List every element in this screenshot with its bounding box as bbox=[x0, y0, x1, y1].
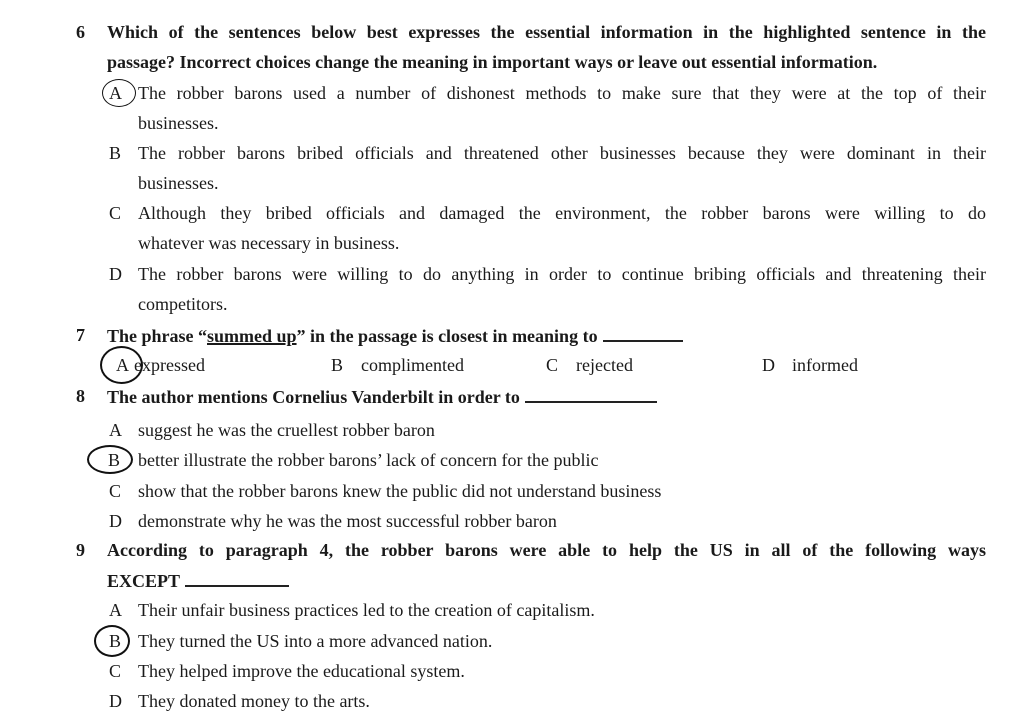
question-7-option-d-letter[interactable]: D bbox=[762, 355, 775, 375]
question-8-stem-text: The author mentions Cornelius Vanderbilt in order to bbox=[107, 387, 520, 407]
question-8-option-c-text[interactable]: show that the robber barons knew the public did not understand business bbox=[138, 481, 662, 501]
question-7-option-c-text[interactable]: rejected bbox=[576, 355, 633, 375]
answer-blank bbox=[603, 324, 683, 342]
question-7-option-b-text[interactable]: complimented bbox=[361, 355, 464, 375]
question-6-option-c-text-cont[interactable]: whatever was necessary in business. bbox=[138, 233, 400, 253]
question-6-option-a-text[interactable]: The robber barons used a number of dishonest methods to make sure that they were at the top of their bbox=[138, 83, 986, 103]
answer-blank bbox=[525, 385, 657, 403]
question-6-option-d-text[interactable]: The robber barons were willing to do anything in order to continue bribing officials and threatening their bbox=[138, 264, 986, 284]
question-7-option-a-text[interactable]: expressed bbox=[134, 355, 205, 375]
question-6-option-d-text-cont[interactable]: competitors. bbox=[138, 294, 228, 314]
question-7-highlighted-phrase: summed up bbox=[207, 326, 297, 346]
question-9-option-b-letter[interactable]: B bbox=[109, 631, 122, 651]
question-9-stem-except: EXCEPT bbox=[107, 571, 181, 591]
question-7-option-b-letter[interactable]: B bbox=[331, 355, 344, 375]
question-6-option-c-text[interactable]: Although they bribed officials and damaged the environment, the robber barons were willing to do bbox=[138, 203, 986, 223]
question-7-option-a-letter[interactable]: A bbox=[116, 355, 129, 375]
answer-circle-mark bbox=[102, 79, 136, 107]
question-8-number: 8 bbox=[76, 386, 85, 406]
question-8-option-d-letter[interactable]: D bbox=[109, 511, 122, 531]
question-9-option-a-letter[interactable]: A bbox=[109, 600, 122, 620]
question-9-option-c-letter[interactable]: C bbox=[109, 661, 122, 681]
question-7-stem bbox=[107, 324, 683, 347]
question-8-option-d-text[interactable]: demonstrate why he was the most successful robber baron bbox=[138, 511, 557, 531]
question-6-option-d-letter[interactable]: D bbox=[109, 264, 122, 284]
question-7-number: 7 bbox=[76, 325, 85, 345]
question-8-option-a-letter[interactable]: A bbox=[109, 420, 122, 440]
question-9-stem-line2 bbox=[107, 569, 289, 592]
question-8-option-c-letter[interactable]: C bbox=[109, 481, 122, 501]
question-9-number: 9 bbox=[76, 540, 85, 560]
question-6-option-b-letter[interactable]: B bbox=[109, 143, 122, 163]
question-8-option-b-text[interactable]: better illustrate the robber barons’ lack of concern for the public bbox=[138, 450, 599, 470]
question-9-option-d-text[interactable]: They donated money to the arts. bbox=[138, 691, 370, 711]
question-9-option-a-text[interactable]: Their unfair business practices led to the creation of capitalism. bbox=[138, 600, 595, 620]
question-6-option-b-text-cont[interactable]: businesses. bbox=[138, 173, 219, 193]
question-6-number: 6 bbox=[76, 22, 85, 42]
question-6-option-b-text[interactable]: The robber barons bribed officials and threatened other businesses because they were dominant in their bbox=[138, 143, 986, 163]
answer-circle-mark bbox=[94, 625, 130, 657]
question-8-stem bbox=[107, 385, 657, 408]
question-7-stem-before: The phrase “ bbox=[107, 326, 208, 346]
question-7-option-d-text[interactable]: informed bbox=[792, 355, 858, 375]
question-6-option-a-text-cont[interactable]: businesses. bbox=[138, 113, 219, 133]
question-7-option-c-letter[interactable]: C bbox=[546, 355, 559, 375]
question-9-stem-line1: According to paragraph 4, the robber barons were able to help the US in all of the following ways bbox=[107, 540, 986, 560]
question-6-option-c-letter[interactable]: C bbox=[109, 203, 122, 223]
question-6-option-a-letter[interactable]: A bbox=[109, 83, 122, 103]
question-8-option-a-text[interactable]: suggest he was the cruellest robber baron bbox=[138, 420, 435, 440]
answer-circle-mark bbox=[87, 445, 133, 474]
question-6-stem-line1: Which of the sentences below best expresses the essential information in the highlighted sentence in the bbox=[107, 22, 986, 42]
answer-blank bbox=[185, 569, 289, 587]
question-7-stem-after: ” in the passage is closest in meaning to bbox=[296, 326, 598, 346]
question-8-option-b-letter[interactable]: B bbox=[108, 450, 121, 470]
question-9-option-d-letter[interactable]: D bbox=[109, 691, 122, 711]
question-9-option-b-text[interactable]: They turned the US into a more advanced nation. bbox=[138, 631, 493, 651]
question-6-stem-line2: passage? Incorrect choices change the meaning in important ways or leave out essential information. bbox=[107, 52, 878, 72]
question-9-option-c-text[interactable]: They helped improve the educational system. bbox=[138, 661, 465, 681]
